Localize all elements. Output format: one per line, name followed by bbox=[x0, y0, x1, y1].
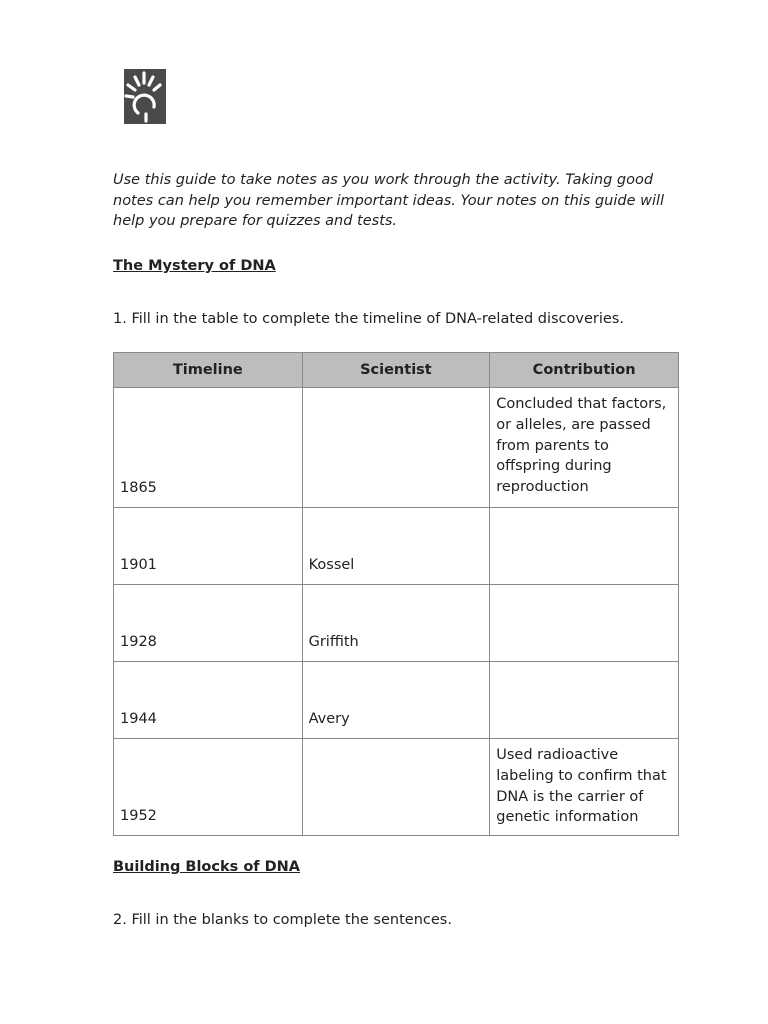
table-row bbox=[114, 662, 679, 739]
question-2-prompt: 2. Fill in the blanks to complete the sentences. bbox=[113, 912, 452, 928]
timeline-cell: 1928 bbox=[114, 585, 303, 662]
lightbulb-rays-logo-icon bbox=[124, 69, 166, 124]
scientist-cell: Kossel bbox=[302, 508, 490, 585]
scientist-cell: Avery bbox=[302, 662, 490, 739]
contribution-cell: Used radioactive labeling to confirm that DNA is the carrier of genetic information bbox=[490, 739, 679, 836]
timeline-cell: 1901 bbox=[114, 508, 303, 585]
section-heading-building-blocks: Building Blocks of DNA bbox=[113, 859, 301, 875]
contribution-cell[interactable] bbox=[490, 508, 679, 585]
timeline-cell: 1952 bbox=[114, 739, 303, 836]
scientist-cell: Griffith bbox=[302, 585, 490, 662]
scientist-cell[interactable] bbox=[302, 388, 490, 508]
table-row bbox=[114, 585, 679, 662]
column-header-scientist: Scientist bbox=[302, 353, 490, 388]
column-header-contribution: Contribution bbox=[490, 353, 679, 388]
table-row bbox=[114, 508, 679, 585]
table-row bbox=[114, 388, 679, 508]
scientist-cell[interactable] bbox=[302, 739, 490, 836]
intro-text: Use this guide to take notes as you work through the activity. Taking good notes can help you remember important ideas. Your notes on this guide will help you prepare for quizzes and tests. bbox=[113, 172, 665, 229]
table-row bbox=[114, 739, 679, 836]
contribution-cell: Concluded that factors, or alleles, are passed from parents to offspring during reproduction bbox=[490, 388, 679, 508]
column-header-timeline: Timeline bbox=[114, 353, 303, 388]
contribution-cell[interactable] bbox=[490, 585, 679, 662]
table-header-row bbox=[114, 353, 679, 388]
question-1-prompt: 1. Fill in the table to complete the timeline of DNA-related discoveries. bbox=[113, 311, 624, 327]
timeline-table bbox=[113, 352, 679, 836]
timeline-cell: 1944 bbox=[114, 662, 303, 739]
timeline-cell: 1865 bbox=[114, 388, 303, 508]
contribution-cell[interactable] bbox=[490, 662, 679, 739]
section-heading-mystery-of-dna: The Mystery of DNA bbox=[113, 258, 276, 274]
